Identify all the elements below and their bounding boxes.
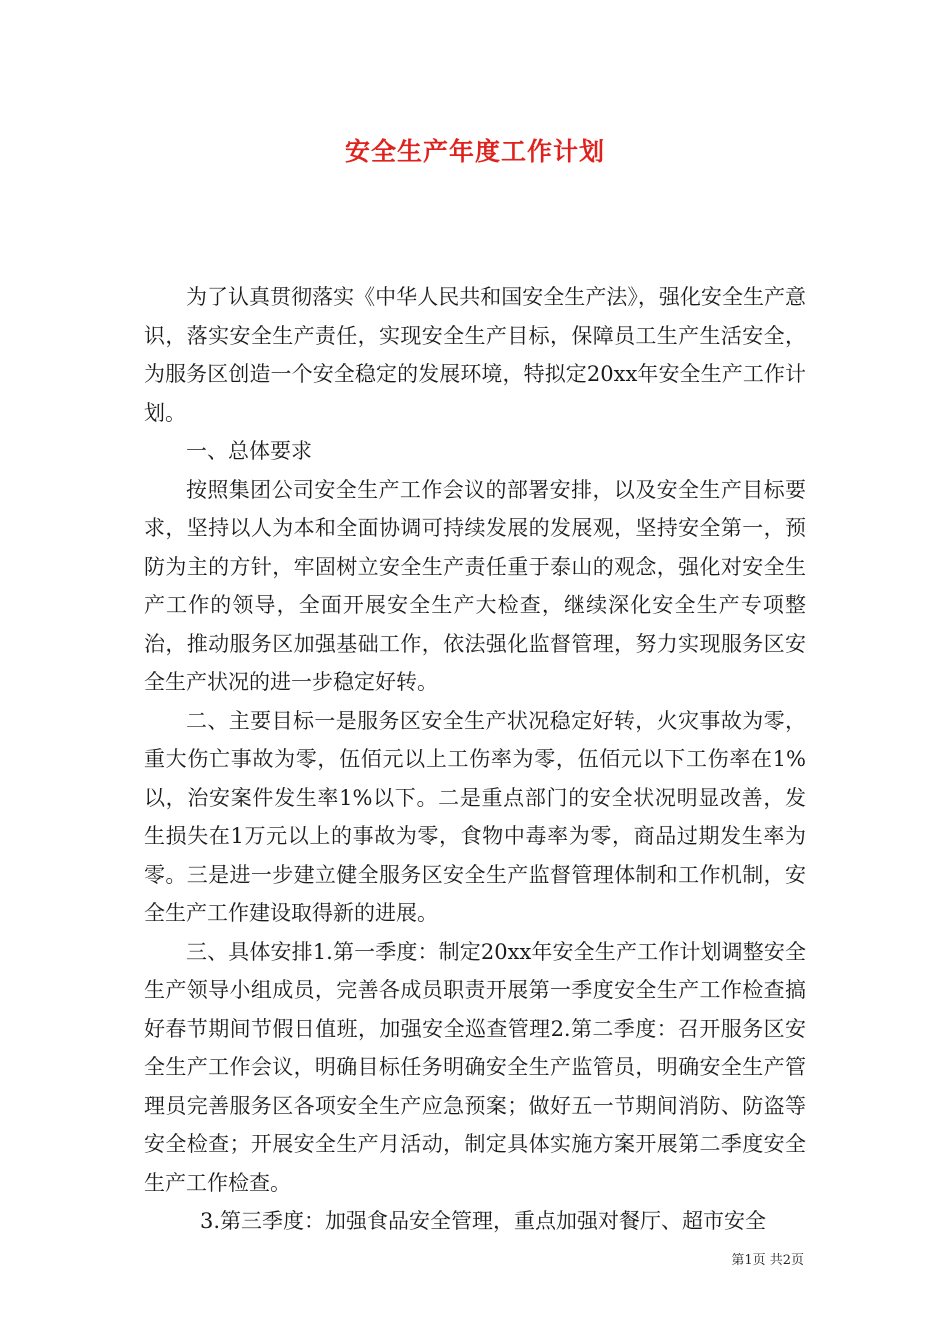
paragraph-main-goals: 二、主要目标一是服务区安全生产状况稳定好转，火灾事故为零，重大伤亡事故为零，伍佰元以上工伤率为零，伍佰元以下工伤率在1%以，治安案件发生率1%以下。二是重点部门的安全状况明显改善，发生损失在1万元以上的事故为零，食物中毒率为零，商品过期发生率为零。三是进一步建立健全服务区安全生产监督管理体制和工作机制，安全生产工作建设取得新的进展。 <box>144 708 806 925</box>
document-body <box>144 278 806 1241</box>
heading-general-requirements: 一、总体要求 <box>186 439 312 463</box>
paragraph-specific-arrangements: 三、具体安排1.第一季度：制定20xx年安全生产工作计划调整安全生产领导小组成员，完善各成员职责开展第一季度安全生产工作检查搞好春节期间节假日值班，加强安全巡查管理2.第二季度：召开服务区安全生产工作会议，明确目标任务明确安全生产监管员，明确安全生产管理员完善服务区各项安全生产应急预案；做好五一节期间消防、防盗等安全检查；开展安全生产月活动，制定具体实施方案开展第二季度安全生产工作检查。 <box>144 939 806 1195</box>
page-number: 第1页 共2页 <box>731 1253 804 1268</box>
document-title: 安全生产年度工作计划 <box>344 137 605 166</box>
paragraph-third-quarter: 3.第三季度：加强食品安全管理，重点加强对餐厅、超市安全 <box>200 1209 767 1233</box>
paragraph-general-requirements: 按照集团公司安全生产工作会议的部署安排，以及安全生产目标要求，坚持以人为本和全面协调可持续发展的发展观，坚持安全第一，预防为主的方针，牢固树立安全生产责任重于泰山的观念，强化对安全生产工作的领导，全面开展安全生产大检查，继续深化安全生产专项整治，推动服务区加强基础工作，依法强化监督管理，努力实现服务区安全生产状况的进一步稳定好转。 <box>144 477 806 694</box>
paragraph-intro: 为了认真贯彻落实《中华人民共和国安全生产法》，强化安全生产意识，落实安全生产责任，实现安全生产目标，保障员工生产生活安全，为服务区创造一个安全稳定的发展环境，特拟定20xx年安全生产工作计划。 <box>144 285 806 425</box>
